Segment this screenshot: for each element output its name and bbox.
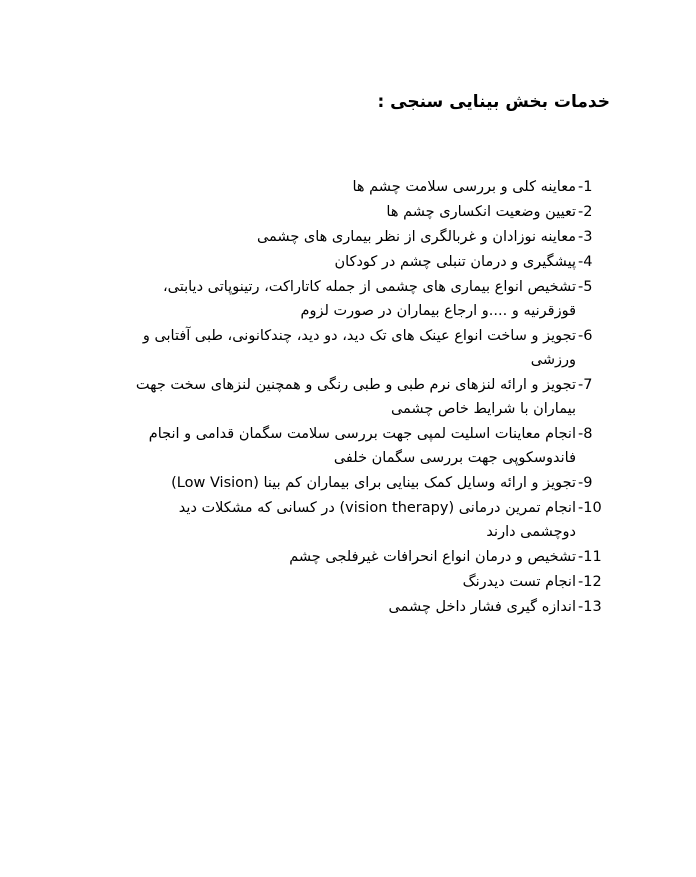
list-item: [108, 275, 608, 323]
list-item: [108, 545, 608, 569]
list-item-text: تجویز و ارائه لنزهای نرم طبی و طبی رنگی و همچنین لنزهای سخت جهت بیماران با شرایط خاص چشمی: [135, 377, 576, 417]
list-item: [108, 225, 608, 249]
list-item: [108, 175, 608, 199]
list-item-number: -5: [578, 279, 593, 295]
list-item-text: معاینه نوزادان و غربالگری از نظر بیماری های چشمی: [256, 229, 576, 245]
list-item-text: پیشگیری و درمان تنبلی چشم در کودکان: [334, 254, 576, 270]
list-item-number: -6: [578, 328, 593, 344]
list-item: [108, 471, 608, 495]
list-item: [108, 422, 608, 470]
list-item-text: انجام معاینات اسلیت لمپی جهت بررسی سلامت سگمان قدامی و انجام فاندوسکوپی جهت بررسی سگمان خلفی: [148, 426, 576, 466]
list-item-text: انجام تست دیدرنگ: [462, 574, 576, 590]
list-item-text: معاینه کلی و بررسی سلامت چشم ها: [352, 179, 576, 195]
list-item-text: تشخیص انواع بیماری های چشمی از جمله کاتاراکت، رتینوپاتی دیابتی، قوزقرنیه و ....و ارجاع بیماران در صورت لزوم: [162, 279, 576, 319]
page-title: خدمات بخش بینایی سنجی :: [377, 92, 610, 112]
list-item: [108, 250, 608, 274]
list-item-number: -4: [578, 254, 593, 270]
list-item-number: -1: [578, 179, 593, 195]
list-item-text: تشخیص و درمان انواع انحرافات غیرفلجی چشم: [289, 549, 576, 565]
list-item: [108, 570, 608, 594]
list-item-number: -13: [578, 599, 602, 615]
list-item: [108, 496, 608, 544]
list-item-number: -12: [578, 574, 602, 590]
list-item-number: -3: [578, 229, 593, 245]
list-item-number: -11: [578, 549, 602, 565]
list-item: [108, 595, 608, 619]
list-item: [108, 324, 608, 372]
list-item-number: -9: [578, 475, 593, 491]
list-item-text: تجویز و ساخت انواع عینک های تک دید، دو دید، چندکانونی، طبی آفتابی و ورزشی: [142, 328, 576, 368]
services-list: [108, 175, 608, 620]
list-item-number: -10: [578, 500, 602, 516]
list-item-text: تعیین وضعیت انکساری چشم ها: [386, 204, 576, 220]
list-item-number: -2: [578, 204, 593, 220]
list-item-text: انجام تمرین درمانی (vision therapy) در کسانی که مشکلات دید دوچشمی دارند: [178, 500, 576, 540]
list-item-number: -7: [578, 377, 593, 393]
list-item-text: تجویز و ارائه وسایل کمک بینایی برای بیماران کم بینا (Low Vision): [171, 475, 576, 491]
list-item-text: اندازه گیری فشار داخل چشمی: [388, 599, 576, 615]
list-item-number: -8: [578, 426, 593, 442]
list-item: [108, 200, 608, 224]
list-item: [108, 373, 608, 421]
